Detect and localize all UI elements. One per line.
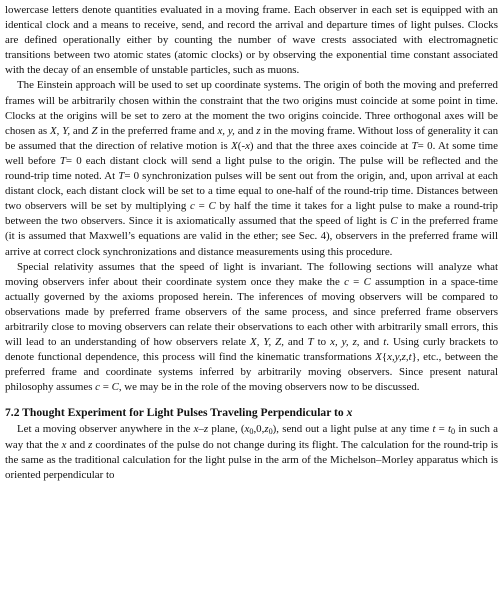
paragraph-thought-experiment: Let a moving observer anywhere in the x–z plane, $(x_0,0,z_0)$, send out a light pulse at any time $t = t_0$ in such a way that the x and z coordinates of the pulse do not change during its flight. The calculation for the round-trip is the same as the traditional calculation for the light pulse in the arm of the Michelson–Morley apparatus which is oriented perpendicular to	[5, 423, 499, 481]
paragraph-clock-definition: lowercase letters denote quantities evaluated in a moving frame. Each observer in each set is equipped with an identical clock and a means to receive, send, and record the arrival and departure times of light pulses. Clocks are defined operationally either by counting the number of wave crests associated with electromagnetic transitions between two atomic states (atomic clocks) or by observing the exponential time constant associated with the decay of an ensemble of unstable particles, such as muons.	[5, 4, 498, 77]
section-heading-7-2: 7.2 Thought Experiment for Light Pulses Traveling Perpendicular to x	[5, 406, 353, 420]
paragraph-einstein-approach: The Einstein approach will be used to set up coordinate systems. The origin of both the moving and preferred frames will be arbitrarily chosen within the constraint that the two origins must coincide at some point in time. Clocks at the origins will be set to zero at the moment the two origins coincide. Three orthogonal axes will be chosen as X, Y, and Z in the preferred frame and x, y, and z in the moving frame. Without loss of generality it can be assumed that the direction of relative motion is X(-x) and that the three axes coincide at T= 0. At some time well before T= 0 each distant clock will send a light pulse to the origin. The pulse will be reflected and the round-trip time noted. At T= 0 synchronization pulses will be sent out from the origin, and, upon arrival at each distant clock, each distant clock will be set to a time equal to one-half of the round-trip time. Distances between two observers will be set by multiplying c = C by half the time it takes for a light pulse to make a round-trip between the two observers. Since it is axiomatically assumed that the speed of light is C in the preferred frame (it is assumed that Maxwell’s equations are valid in the ether; see Sec. 4), observers in the preferred frame will arrive at correct clock synchronizations and distance measurements using this procedure.	[5, 79, 499, 258]
paragraph-special-relativity: Special relativity assumes that the speed of light is invariant. The following sections will analyze what moving observers infer about their coordinate system once they make the c = C assumption in a space-time actually governed by the axioms proposed herein. The inferences of moving observers will be compared to observations made by preferred frame observers of the same process, and since preferred frame observers arbitrarily close to moving observers can relate their observations to each other with arbitrarily small errors, this will lead to an understanding of how observers relate X, Y, Z, and T to x, y, z, and t. Using curly brackets to denote functional dependence, this process will find the kinematic transformations X{x,y,z,t}, etc., between the preferred frame and coordinate systems inferred by arbitrarily moving observers. Since present natural philosophy assumes c = C, we may be in the role of the moving observers now to be discussed.	[5, 260, 499, 394]
